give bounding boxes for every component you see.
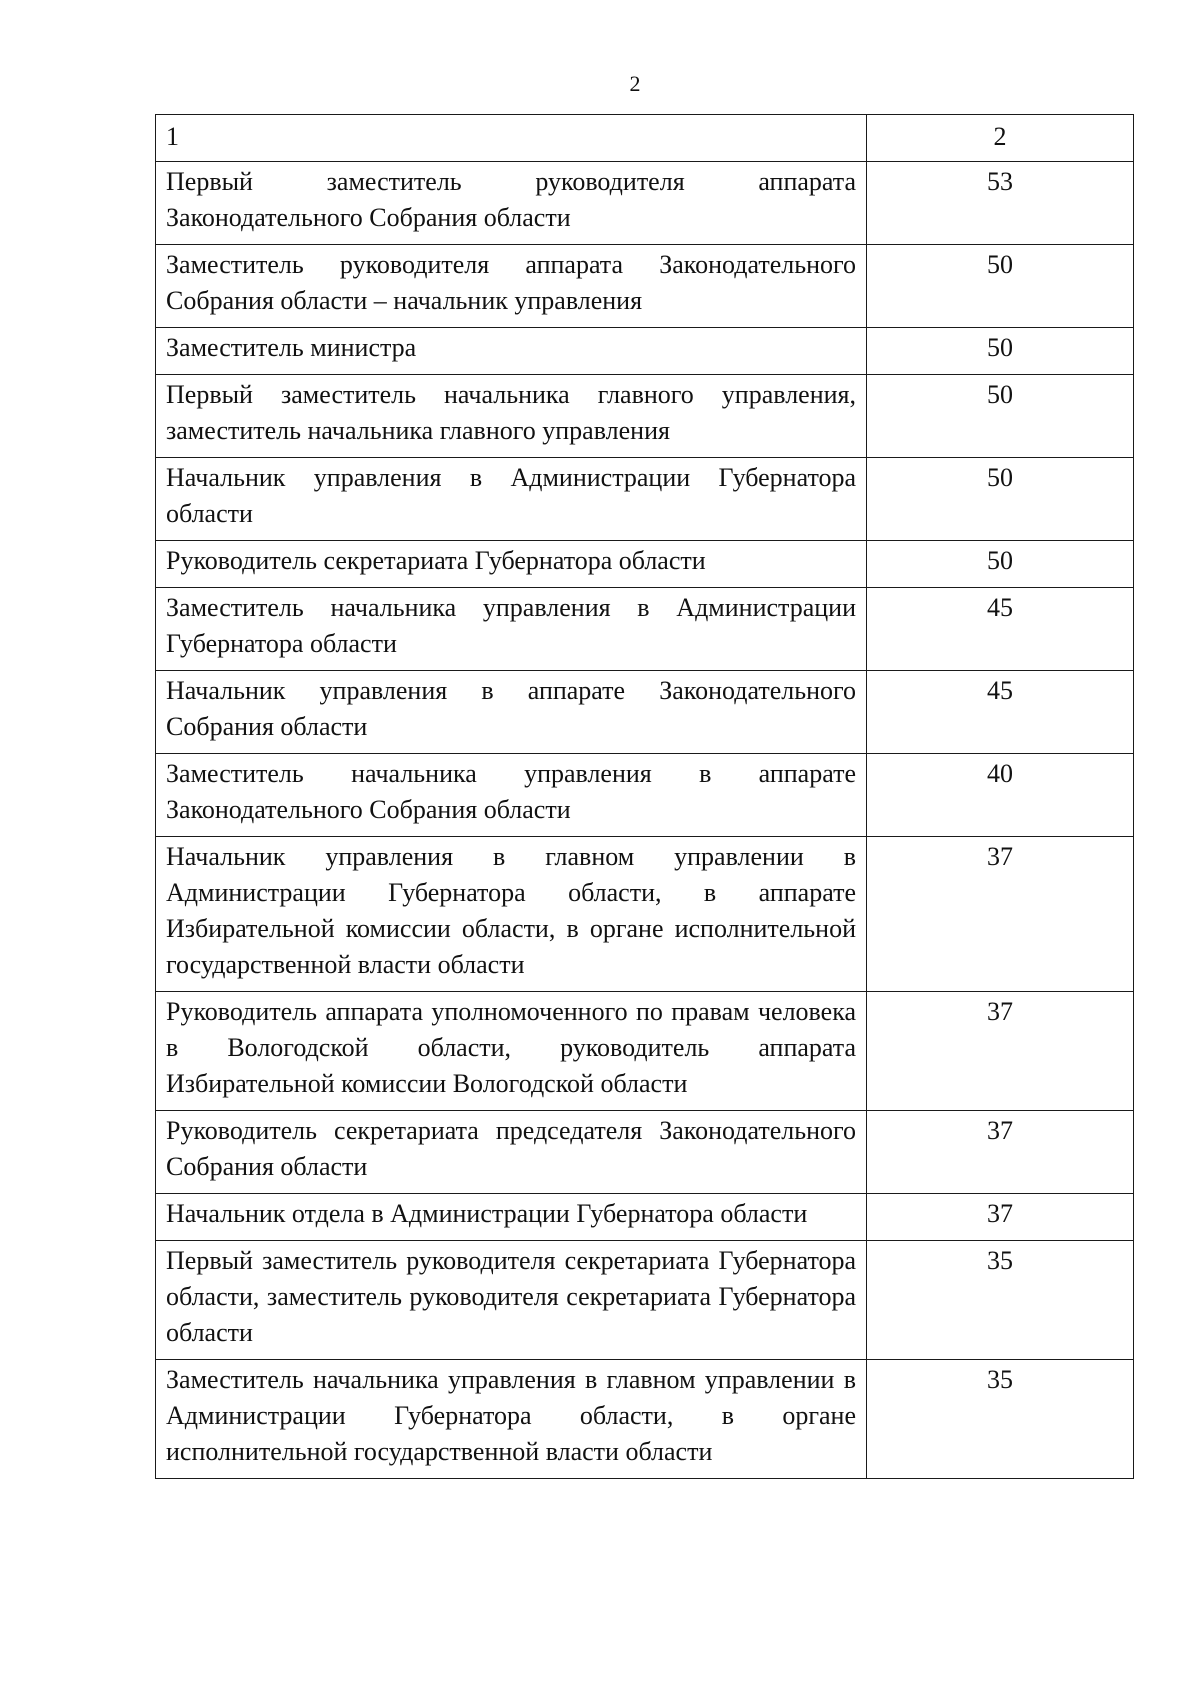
table-row [156, 754, 1134, 837]
position-cell: Начальник отдела в Администрации Губернатора области [156, 1194, 867, 1241]
table-row [156, 375, 1134, 458]
value-cell: 50 [867, 375, 1134, 458]
table-header-row [156, 115, 1134, 162]
value-cell: 53 [867, 162, 1134, 245]
value-cell: 50 [867, 541, 1134, 588]
position-cell: Заместитель начальника управления в главном управлении в Администрации Губернатора области, в органе исполнительной государственной власти области [156, 1360, 867, 1479]
position-cell: Первый заместитель руководителя аппарата Законодательного Собрания области [156, 162, 867, 245]
position-cell: Руководитель секретариата председателя Законодательного Собрания области [156, 1111, 867, 1194]
value-cell: 50 [867, 458, 1134, 541]
value-cell: 35 [867, 1241, 1134, 1360]
table-row [156, 588, 1134, 671]
header-cell-position: 1 [156, 115, 867, 162]
table-row [156, 541, 1134, 588]
position-cell: Руководитель секретариата Губернатора области [156, 541, 867, 588]
value-cell: 50 [867, 245, 1134, 328]
value-cell: 40 [867, 754, 1134, 837]
value-cell: 37 [867, 837, 1134, 992]
table-row [156, 458, 1134, 541]
value-cell: 37 [867, 992, 1134, 1111]
position-cell: Заместитель начальника управления в аппарате Законодательного Собрания области [156, 754, 867, 837]
table-row [156, 162, 1134, 245]
table-row [156, 1241, 1134, 1360]
position-cell: Начальник управления в главном управлении в Администрации Губернатора области, в аппарате Избирательной комиссии области, в органе исполнительной государственной власти области [156, 837, 867, 992]
table-row [156, 1360, 1134, 1479]
table-body [156, 115, 1134, 1479]
table-row [156, 1194, 1134, 1241]
table-row [156, 837, 1134, 992]
table-row [156, 992, 1134, 1111]
position-cell: Руководитель аппарата уполномоченного по правам человека в Вологодской области, руководитель аппарата Избирательной комиссии Вологодской области [156, 992, 867, 1111]
position-cell: Начальник управления в аппарате Законодательного Собрания области [156, 671, 867, 754]
positions-table [155, 114, 1134, 1479]
position-cell: Начальник управления в Администрации Губернатора области [156, 458, 867, 541]
table-row [156, 1111, 1134, 1194]
value-cell: 37 [867, 1194, 1134, 1241]
value-cell: 45 [867, 588, 1134, 671]
value-cell: 45 [867, 671, 1134, 754]
value-cell: 37 [867, 1111, 1134, 1194]
position-cell: Заместитель начальника управления в Администрации Губернатора области [156, 588, 867, 671]
table-row [156, 328, 1134, 375]
header-cell-value: 2 [867, 115, 1134, 162]
position-cell: Заместитель министра [156, 328, 867, 375]
table-row [156, 245, 1134, 328]
position-cell: Первый заместитель начальника главного управления, заместитель начальника главного управления [156, 375, 867, 458]
table-row [156, 671, 1134, 754]
page-number: 2 [629, 71, 641, 96]
position-cell: Первый заместитель руководителя секретариата Губернатора области, заместитель руководителя секретариата Губернатора области [156, 1241, 867, 1360]
value-cell: 35 [867, 1360, 1134, 1479]
value-cell: 50 [867, 328, 1134, 375]
position-cell: Заместитель руководителя аппарата Законодательного Собрания области – начальник управления [156, 245, 867, 328]
